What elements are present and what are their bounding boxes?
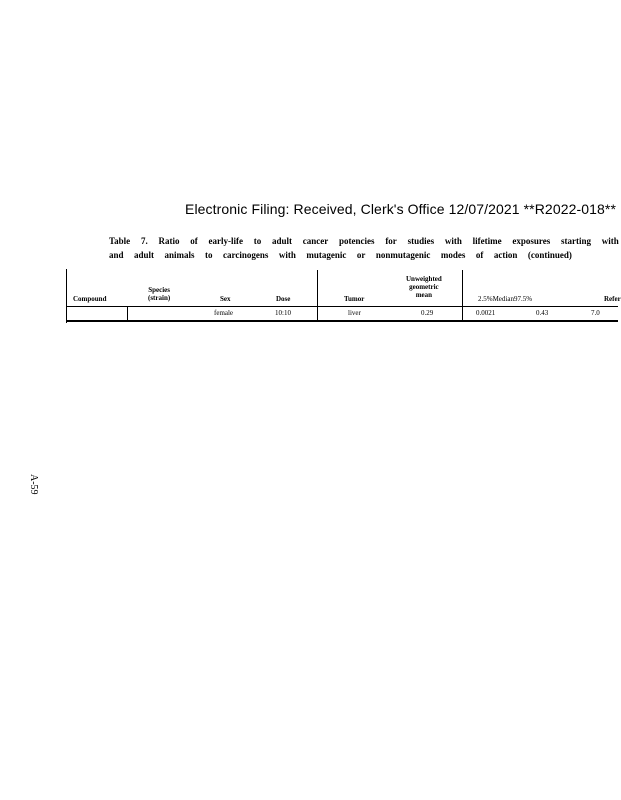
caption-line-2-word: or (356, 250, 366, 260)
column-header-percentiles: 2.5%Median97.5% (478, 295, 533, 303)
caption-line-1-word: early-life (208, 236, 243, 246)
table-column-divider (127, 307, 128, 321)
caption-line-1-word: Table (109, 236, 131, 246)
cell-unweighted-geometric-mean: 0.29 (421, 309, 434, 317)
caption-line-2-word: modes (440, 250, 466, 260)
caption-line-1-word: Ratio (158, 236, 180, 246)
caption-line-1-word: potencies (339, 236, 375, 246)
column-header-sex: Sex (220, 295, 231, 303)
caption-line-2-word: to (205, 250, 213, 260)
column-header-species-line-1: Species (148, 286, 170, 294)
caption-line-2-word: (continued) (527, 250, 572, 260)
caption-line-1-word: starting (561, 236, 591, 246)
column-header-species-line-2: (strain) (148, 294, 171, 302)
caption-line-1-word: exposures (512, 236, 551, 246)
table-left-border (66, 269, 67, 323)
caption-line-1-word: studies (407, 236, 435, 246)
caption-line-1-word: 7. (140, 236, 148, 246)
table-bottom-rule (66, 320, 618, 322)
caption-line-2-word: and (109, 250, 124, 260)
caption-line-2-word: of (475, 250, 484, 260)
table-caption-line-1 (109, 234, 619, 248)
table-column-divider (317, 270, 318, 321)
caption-line-1-word: lifetime (472, 236, 502, 246)
caption-line-1-word: for (385, 236, 397, 246)
caption-line-2-word: action (493, 250, 518, 260)
table-column-divider (462, 270, 463, 321)
column-header-tumor: Tumor (344, 295, 365, 303)
caption-line-2-word: nonmutagenic (375, 250, 431, 260)
column-header-ugm-line-3: mean (415, 291, 433, 299)
cell-sex: female (214, 309, 234, 317)
caption-line-1-word: cancer (302, 236, 329, 246)
caption-line-2-word: adult (134, 250, 155, 260)
caption-line-1-word: with (601, 236, 619, 246)
cell-median: 0.43 (536, 309, 549, 317)
caption-line-2-word: with (278, 250, 296, 260)
caption-line-2-word: mutagenic (306, 250, 347, 260)
caption-line-2-word: carcinogens (223, 250, 269, 260)
electronic-filing-header: Electronic Filing: Received, Clerk's Office 12/07/2021 **R2022-018** (185, 201, 616, 217)
cell-dose: 10:10 (275, 309, 291, 317)
caption-line-1-word: of (190, 236, 198, 246)
column-header-species (148, 286, 170, 302)
caption-line-1-word: with (444, 236, 462, 246)
column-header-dose: Dose (276, 295, 291, 303)
cell-97-5-percentile: 7.0 (591, 309, 600, 317)
column-header-unweighted-geometric-mean (406, 275, 442, 299)
cell-2-5-percentile: 0.0021 (476, 309, 496, 317)
column-header-ugm-line-1: Unweighted (406, 275, 442, 283)
cell-tumor: liver (348, 309, 361, 317)
table-header-rule (66, 306, 618, 307)
caption-line-1-word: to (253, 236, 262, 246)
table-caption-line-2 (109, 248, 572, 262)
caption-line-1-word: adult (272, 236, 293, 246)
column-header-ugm-line-2: geometric (409, 283, 439, 291)
table-caption (109, 234, 619, 262)
column-header-reference: Refer (604, 295, 621, 303)
page-number: A-59 (28, 474, 39, 495)
column-header-compound: Compound (73, 295, 107, 303)
caption-line-2-word: animals (164, 250, 195, 260)
